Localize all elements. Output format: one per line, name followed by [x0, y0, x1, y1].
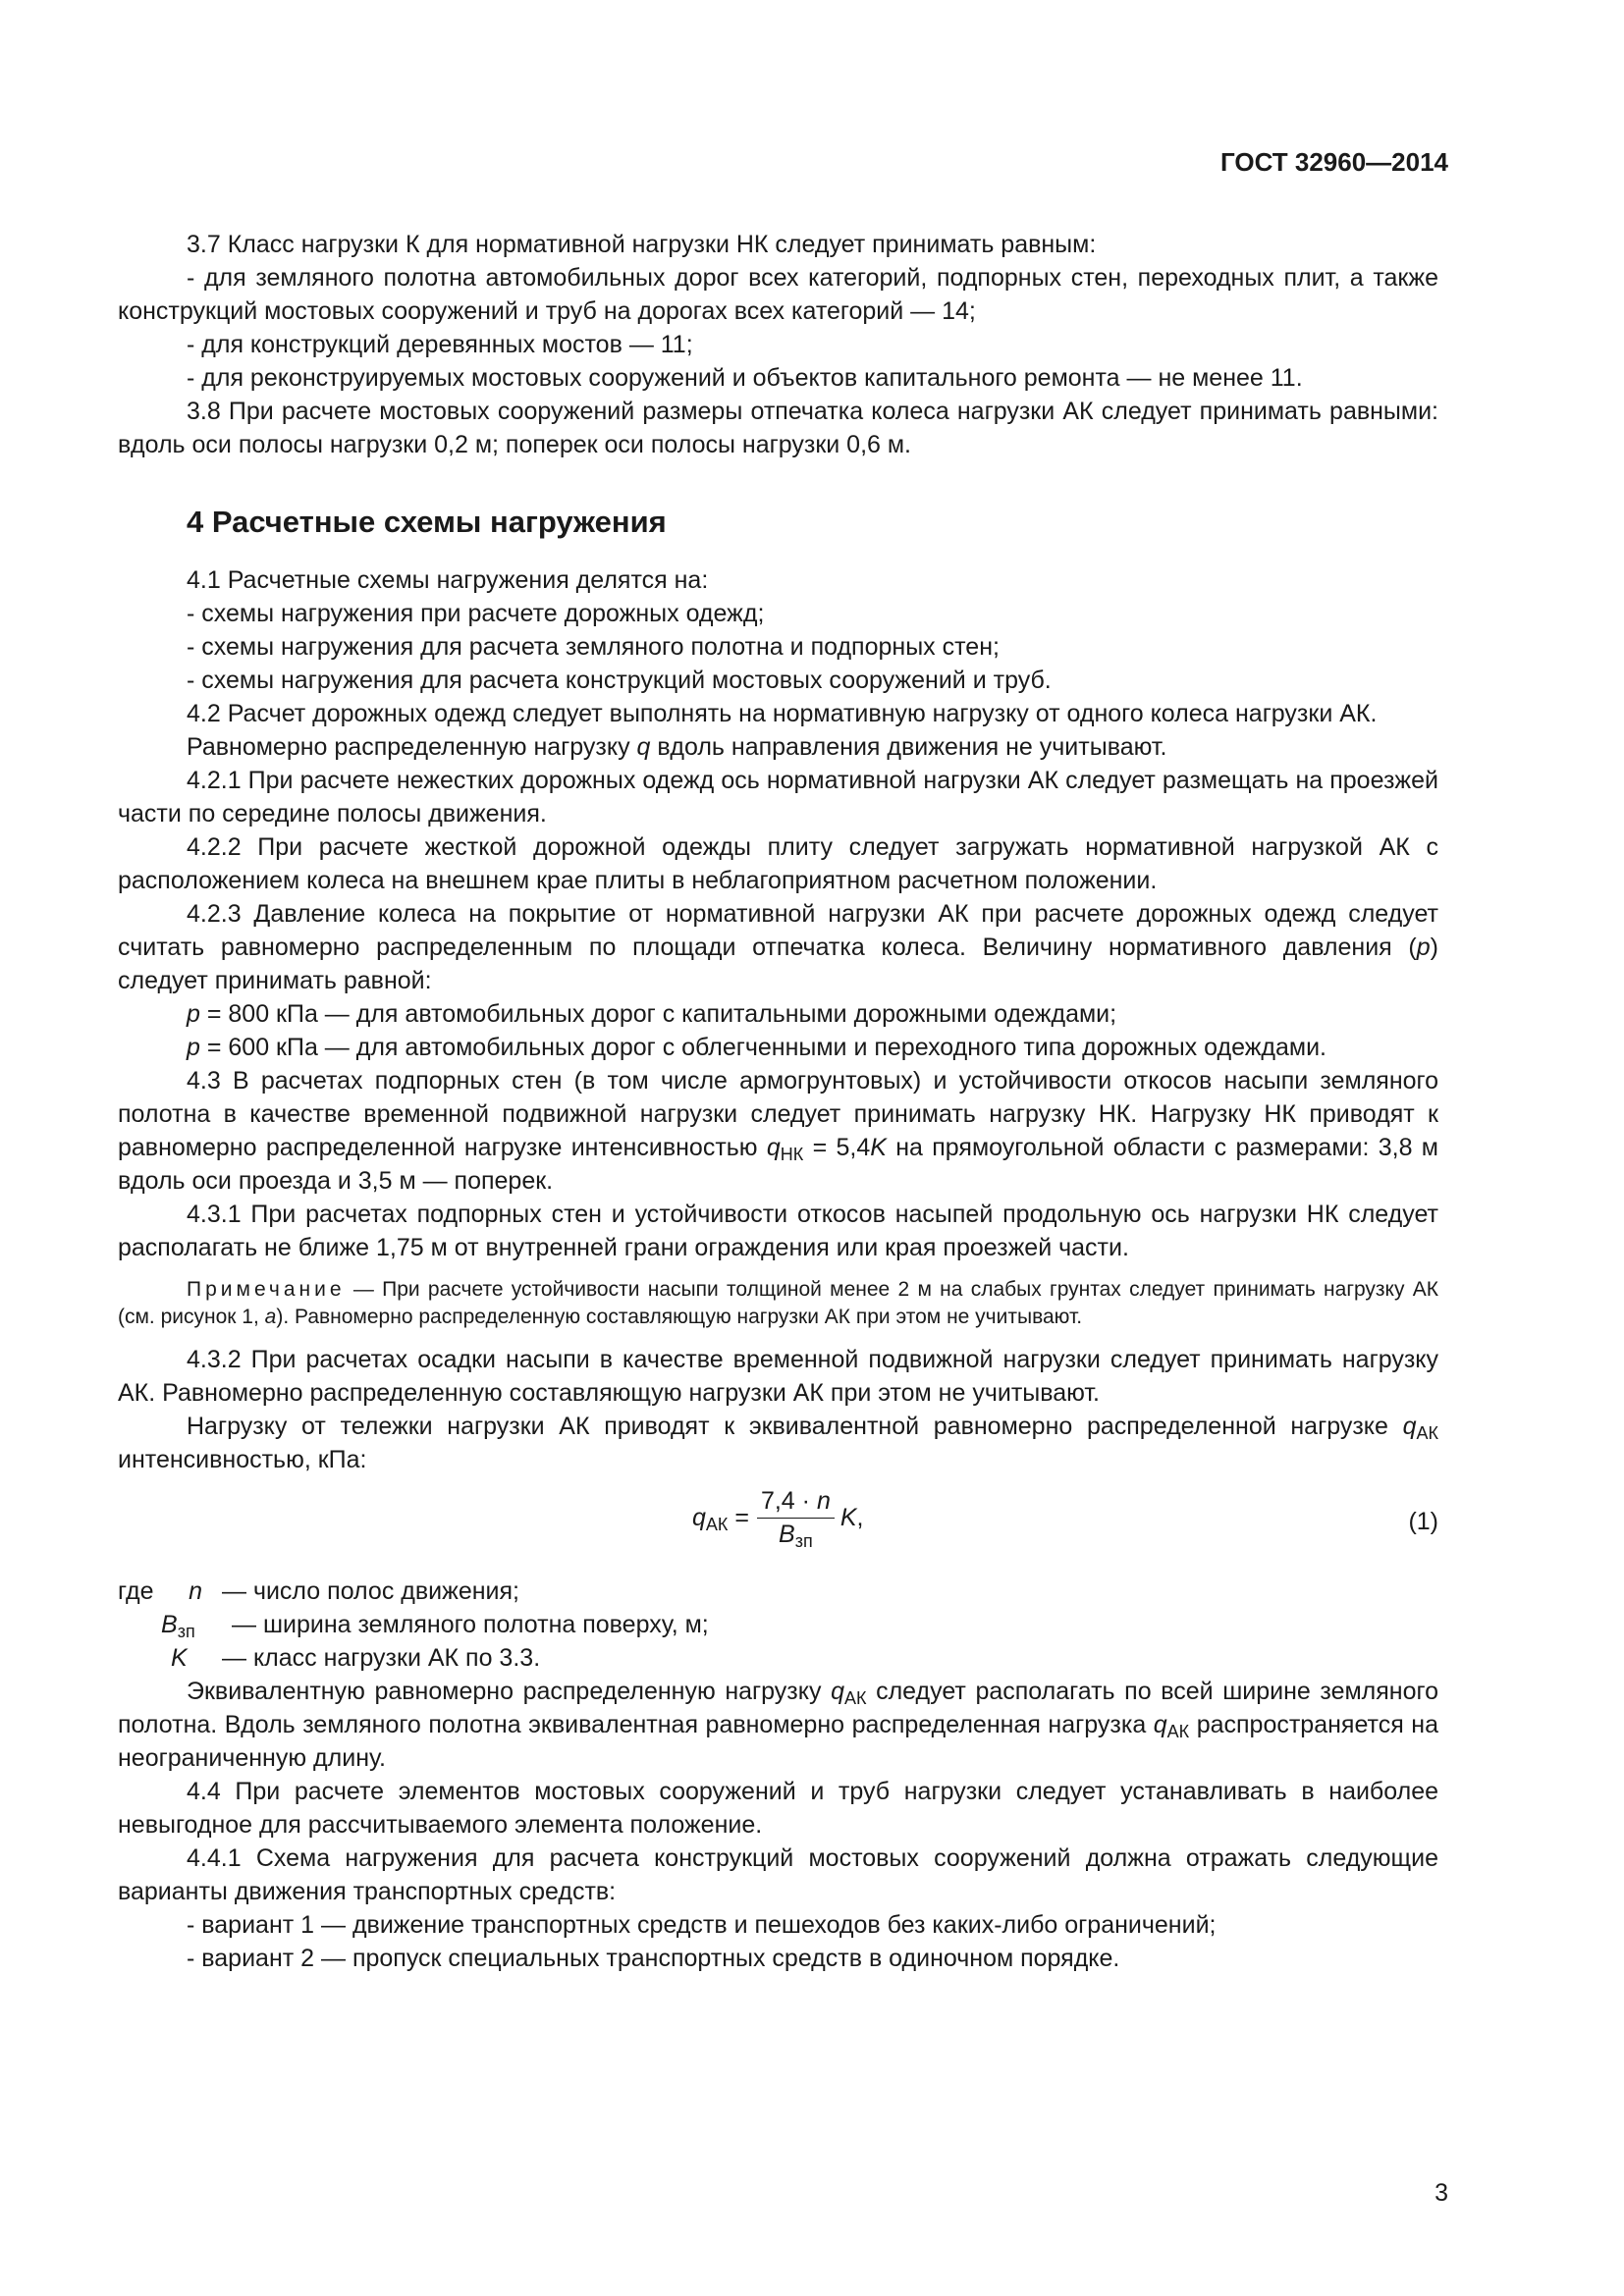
- list-item: - схемы нагружения при расчете дорожных одежд;: [187, 600, 765, 627]
- clause-4-3-2: 4.3.2 При расчетах осадки насыпи в качестве временной подвижной нагрузки следует принимать нагрузку АК. Равномерно распределенную составляющую нагрузки АК при этом не учитывают.: [118, 1346, 1438, 1407]
- note-label: Примечание: [187, 1278, 346, 1301]
- list-item: - вариант 1 — движение транспортных средств и пешеходов без каких-либо ограничений;: [187, 1911, 1217, 1939]
- legend-row: K — класс нагрузки АК по 3.3.: [171, 1644, 541, 1672]
- formula-rhs: K,: [839, 1504, 864, 1531]
- clause-4-2-2: 4.2.2 При расчете жесткой дорожной одежды плиту следует загружать нормативной нагрузкой АК с расположением колеса на внешнем крае плиты в неблагоприятном расчетном положении.: [118, 833, 1438, 894]
- formula-fraction: [757, 1486, 835, 1550]
- paragraph: Эквивалентную равномерно распределенную нагрузку $q_{АК}$ следует располагать по всей ширине земляного полотна. Вдоль земляного полотна эквивалентная равномерно распределенная нагрузка $q_{АК}$ распространяется на неограниченную длину.: [118, 1678, 1438, 1772]
- clause-4-3: 4.3 В расчетах подпорных стен (в том числе армогрунтовых) и устойчивости откосов насыпи земляного полотна в качестве временной подвижной нагрузки следует принимать нагрузку НК. Нагрузку НК приводят к равномерно распределенной нагрузке интенсивностью $q_{НК} = 5,4K$ на прямоугольной области с размерами: 3,8 м вдоль оси проезда и 3,5 м — поперек.: [118, 1067, 1438, 1195]
- formula-1: [118, 1480, 1438, 1569]
- clause-4-2: 4.2 Расчет дорожных одежд следует выполнять на нормативную нагрузку от одного колеса нагрузки АК.: [187, 700, 1378, 727]
- document-body: [118, 228, 1438, 1975]
- document-header: ГОСТ 32960—2014: [1220, 147, 1448, 177]
- list-item: p = 800 кПа — для автомобильных дорог с капитальными дорожными одеждами;: [187, 1000, 1117, 1028]
- list-item: - для земляного полотна автомобильных дорог всех категорий, подпорных стен, переходных плит, а также конструкций мостовых сооружений и труб на дорогах всех категорий — 14;: [118, 264, 1438, 325]
- formula-denominator: $B_{зп}$: [779, 1521, 813, 1551]
- clause-4-4: 4.4 При расчете элементов мостовых сооружений и труб нагрузки следует устанавливать в наиболее невыгодное для рассчитываемого элемента положение.: [118, 1778, 1438, 1839]
- formula-number: (1): [1408, 1508, 1438, 1535]
- paragraph: Нагрузку от тележки нагрузки АК приводят к эквивалентной равномерно распределенной нагрузке $q_{АК}$ интенсивностью, кПа:: [118, 1413, 1438, 1473]
- list-item: - для реконструируемых мостовых сооружений и объектов капитального ремонта — не менее 11.: [187, 364, 1303, 392]
- paragraph: Равномерно распределенную нагрузку q вдоль направления движения не учитывают.: [187, 733, 1167, 761]
- formula-numerator: 7,4 · n: [757, 1486, 835, 1519]
- section-heading: 4 Расчетные схемы нагружения: [187, 505, 667, 539]
- clause-4-3-1: 4.3.1 При расчетах подпорных стен и устойчивости откосов насыпей продольную ось нагрузки НК следует располагать не ближе 1,75 м от внутренней грани ограждения или края проезжей части.: [118, 1201, 1438, 1261]
- clause-3-8: 3.8 При расчете мостовых сооружений размеры отпечатка колеса нагрузки АК следует принимать равными: вдоль оси полосы нагрузки 0,2 м; поперек оси полосы нагрузки 0,6 м.: [118, 398, 1438, 458]
- clause-4-2-3: 4.2.3 Давление колеса на покрытие от нормативной нагрузки АК при расчете дорожных одежд следует считать равномерно распределенным по площади отпечатка колеса. Величину нормативного давления (p) следует принимать равной:: [118, 900, 1438, 994]
- legend-row: где n — число полос движения;: [118, 1577, 519, 1605]
- formula-legend: [118, 1575, 1438, 1675]
- list-item: p = 600 кПа — для автомобильных дорог с облегченными и переходного типа дорожных одеждами.: [187, 1034, 1327, 1061]
- clause-4-2-1: 4.2.1 При расчете нежестких дорожных одежд ось нормативной нагрузки АК следует размещать на проезжей части по середине полосы движения.: [118, 767, 1438, 828]
- clause-3-7: 3.7 Класс нагрузки К для нормативной нагрузки НК следует принимать равным:: [187, 231, 1097, 258]
- formula-expression: [692, 1486, 863, 1550]
- legend-row: $B_{зп}$ — ширина земляного полотна поверху, м;: [161, 1611, 709, 1641]
- formula-lhs: $q_{АК}$ =: [692, 1504, 749, 1534]
- clause-4-1: 4.1 Расчетные схемы нагружения делятся на:: [187, 566, 709, 594]
- clause-4-4-1: 4.4.1 Схема нагружения для расчета конструкций мостовых сооружений должна отражать следующие варианты движения транспортных средств:: [118, 1844, 1438, 1905]
- list-item: - схемы нагружения для расчета земляного полотна и подпорных стен;: [187, 633, 1000, 661]
- page-number: 3: [1435, 2179, 1448, 2207]
- list-item: - вариант 2 — пропуск специальных транспортных средств в одиночном порядке.: [187, 1945, 1120, 1972]
- list-item: - для конструкций деревянных мостов — 11;: [187, 331, 693, 358]
- note: Примечание — При расчете устойчивости насыпи толщиной менее 2 м на слабых грунтах следует принимать нагрузку АК (см. рисунок 1, а). Равномерно распределенную составляющую нагрузки АК при этом не учитывают.: [118, 1278, 1438, 1328]
- list-item: - схемы нагружения для расчета конструкций мостовых сооружений и труб.: [187, 667, 1052, 694]
